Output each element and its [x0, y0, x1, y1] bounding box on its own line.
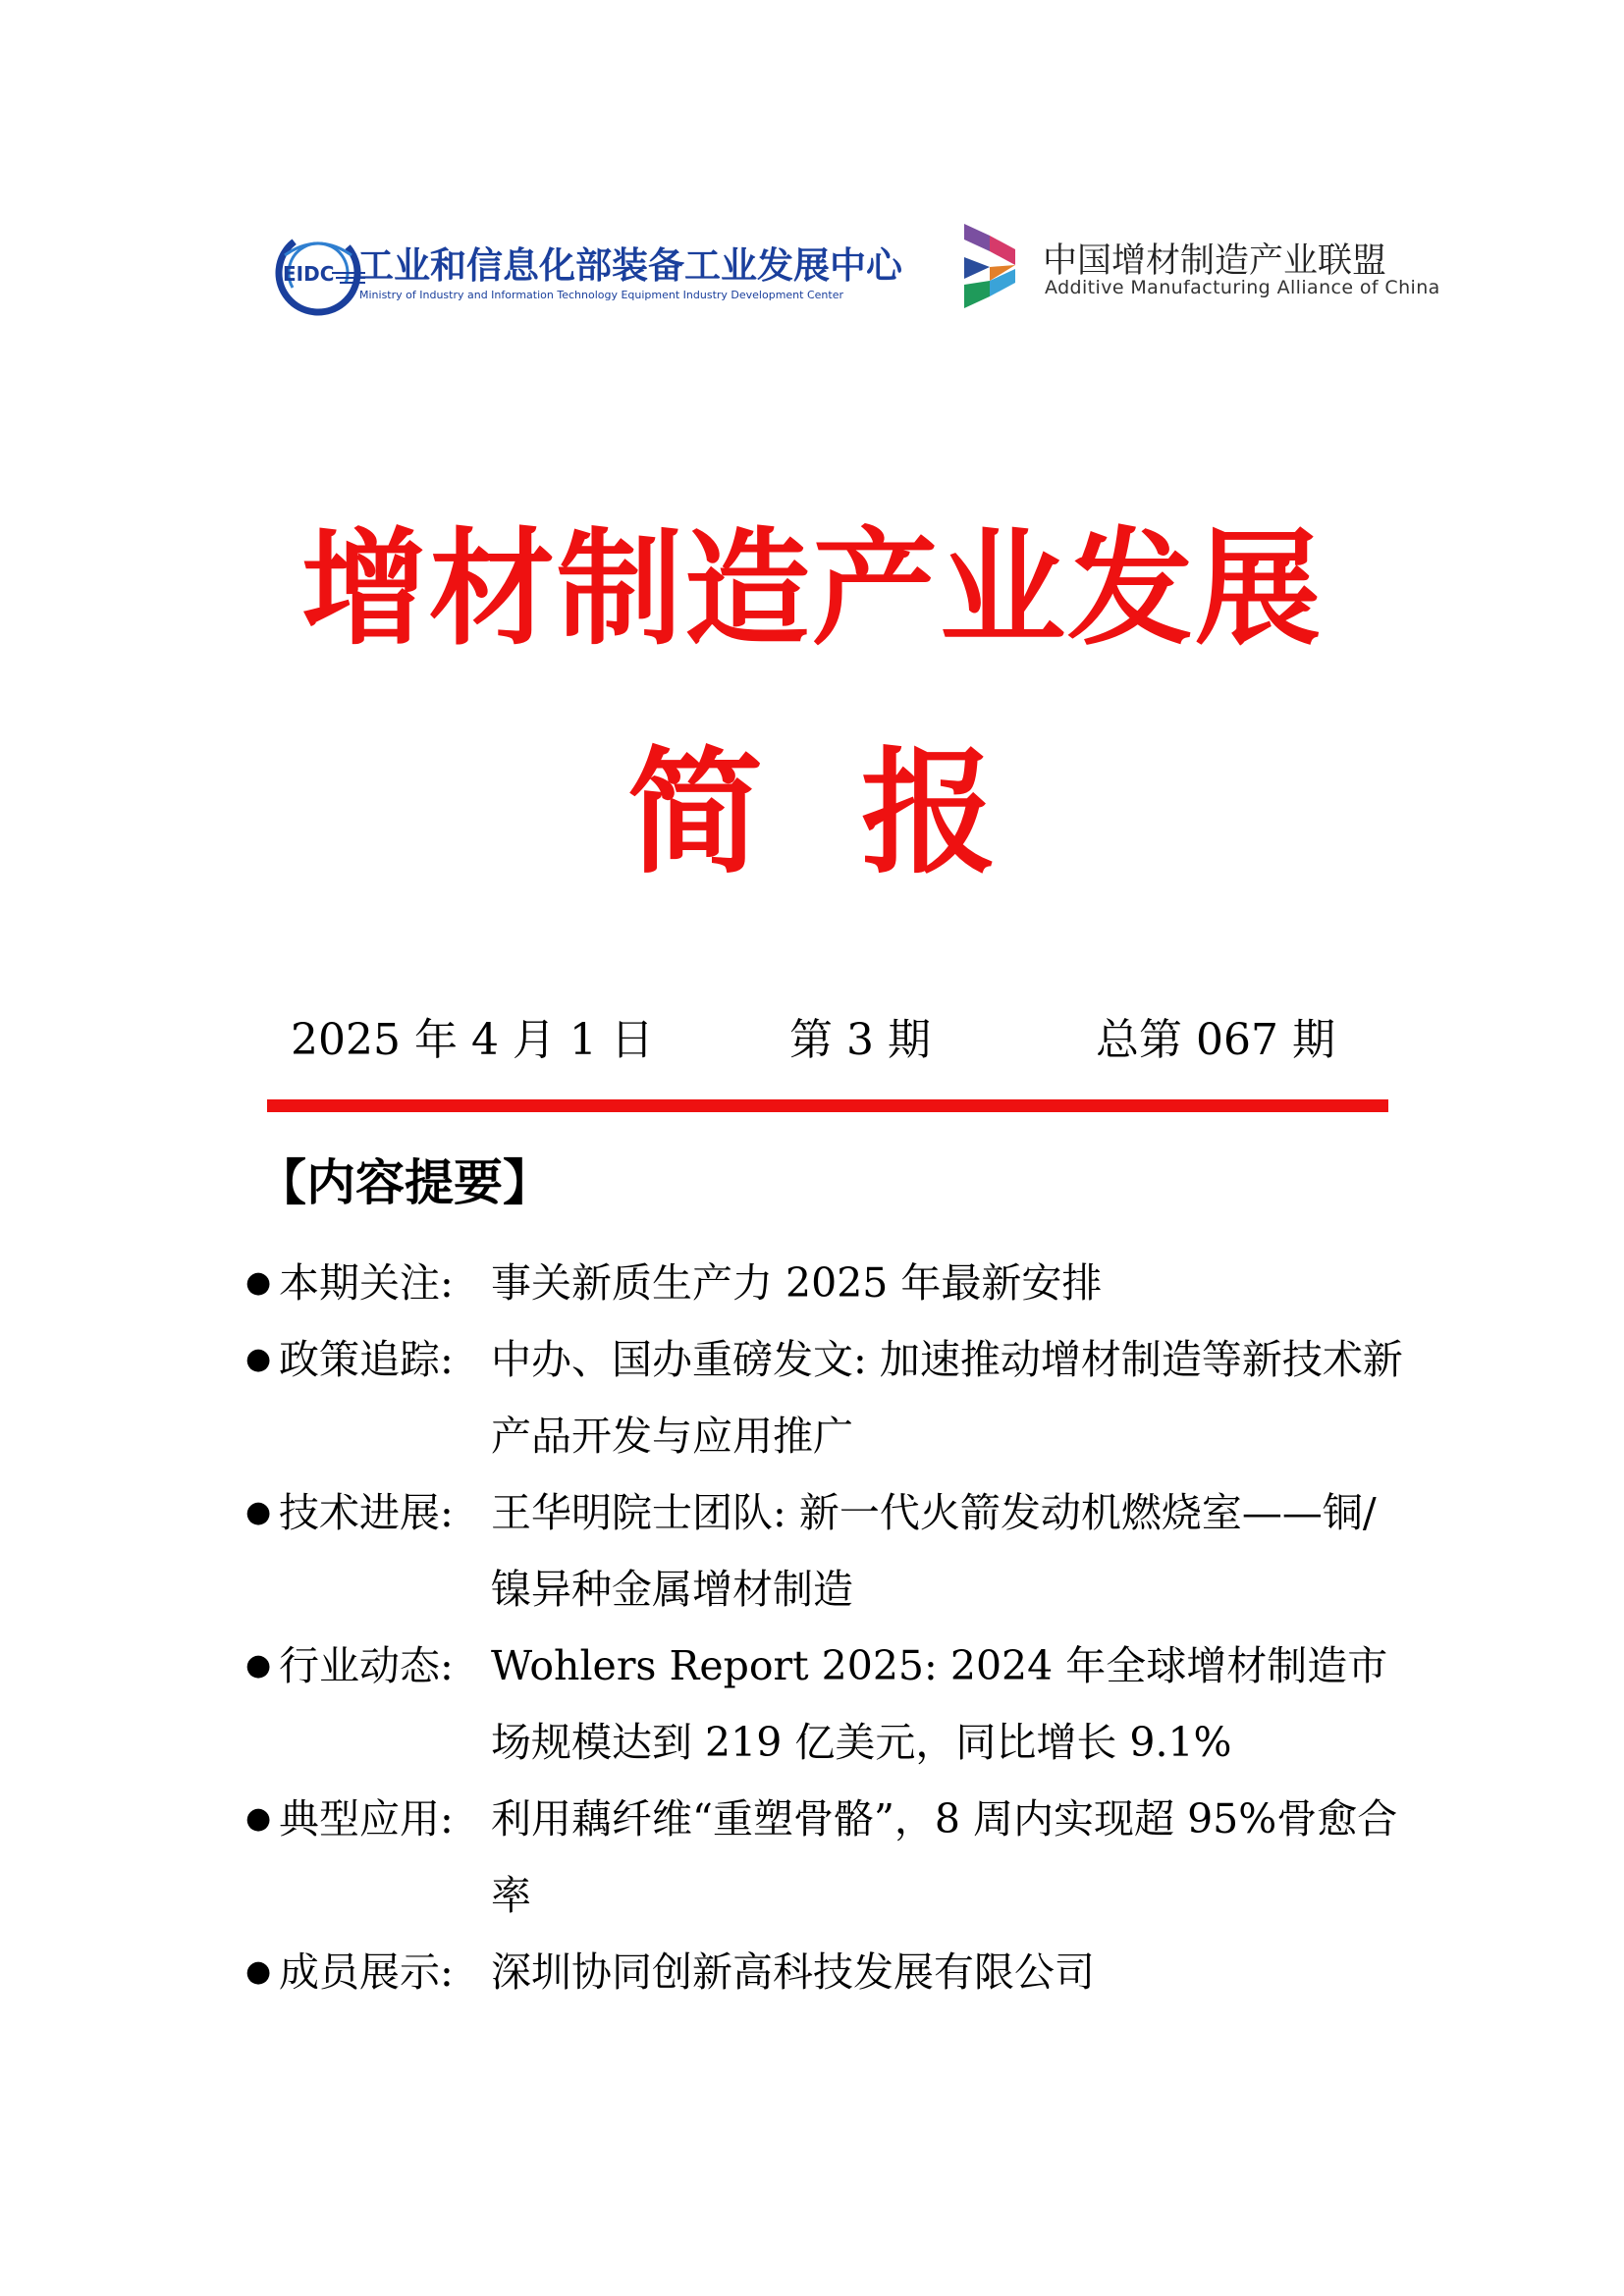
bullet-icon: ● — [245, 1265, 272, 1300]
summary-item-policy — [245, 1321, 1404, 1474]
issue-info-row — [0, 1011, 1624, 1070]
summary-item-label: 成员展示: — [279, 1949, 454, 1996]
red-divider — [267, 1099, 1388, 1112]
summary-item-member — [245, 1934, 1404, 2010]
svg-text:EIDC: EIDC — [283, 262, 335, 286]
eidc-name-cn: 工业和信息化部装备工业发展中心 — [357, 244, 902, 287]
eidc-name-en: Ministry of Industry and Information Technology Equipment Industry Development Center — [359, 289, 843, 301]
summary-item-text: 事关新质生产力 2025 年最新安排 — [491, 1259, 1103, 1307]
issue-number: 第 3 期 — [789, 1015, 931, 1065]
summary-item-application — [245, 1781, 1404, 1934]
amac-logo — [960, 222, 1440, 316]
summary-item-label: 政策追踪: — [279, 1336, 454, 1383]
amac-mark-icon — [960, 222, 1025, 310]
summary-item-industry — [245, 1628, 1404, 1781]
eidc-logo — [271, 222, 902, 320]
summary-item-label: 典型应用: — [279, 1795, 454, 1842]
issue-total-number: 总第 067 期 — [1096, 1015, 1335, 1065]
summary-item-text: 中办、国办重磅发文: 加速推动增材制造等新技术新产品开发与应用推广 — [491, 1336, 1403, 1460]
summary-item-label: 本期关注: — [279, 1259, 454, 1307]
summary-item-label: 行业动态: — [279, 1642, 454, 1689]
summary-item-text: 深圳协同创新高科技发展有限公司 — [491, 1949, 1095, 1996]
eidc-emblem-icon — [271, 226, 365, 320]
report-title: 增材制造产业发展 — [300, 515, 1323, 663]
bullet-icon: ● — [245, 1954, 272, 1989]
bullet-icon: ● — [245, 1495, 272, 1529]
issue-date: 2025 年 4 月 1 日 — [291, 1015, 654, 1065]
summary-item-focus — [245, 1245, 1404, 1321]
amac-name-en: Additive Manufacturing Alliance of China — [1045, 277, 1440, 298]
summary-list — [245, 1245, 1404, 2010]
bullet-icon: ● — [245, 1342, 272, 1376]
summary-item-label: 技术进展: — [279, 1489, 454, 1536]
summary-item-text: 王华明院士团队: 新一代火箭发动机燃烧室——铜/镍异种金属增材制造 — [491, 1489, 1377, 1613]
bullet-icon: ● — [245, 1648, 272, 1682]
summary-item-text: Wohlers Report 2025: 2024 年全球增材制造市场规模达到 219 亿美元，同比增长 9.1% — [491, 1642, 1388, 1766]
report-subtitle: 简报 — [626, 732, 1095, 892]
summary-item-text: 利用藕纤维“重塑骨骼”，8 周内实现超 95%骨愈合率 — [491, 1795, 1398, 1919]
amac-name-cn: 中国增材制造产业联盟 — [1043, 241, 1387, 281]
bullet-icon: ● — [245, 1801, 272, 1836]
summary-item-technology — [245, 1474, 1404, 1628]
summary-heading: 【内容提要】 — [257, 1154, 552, 1211]
